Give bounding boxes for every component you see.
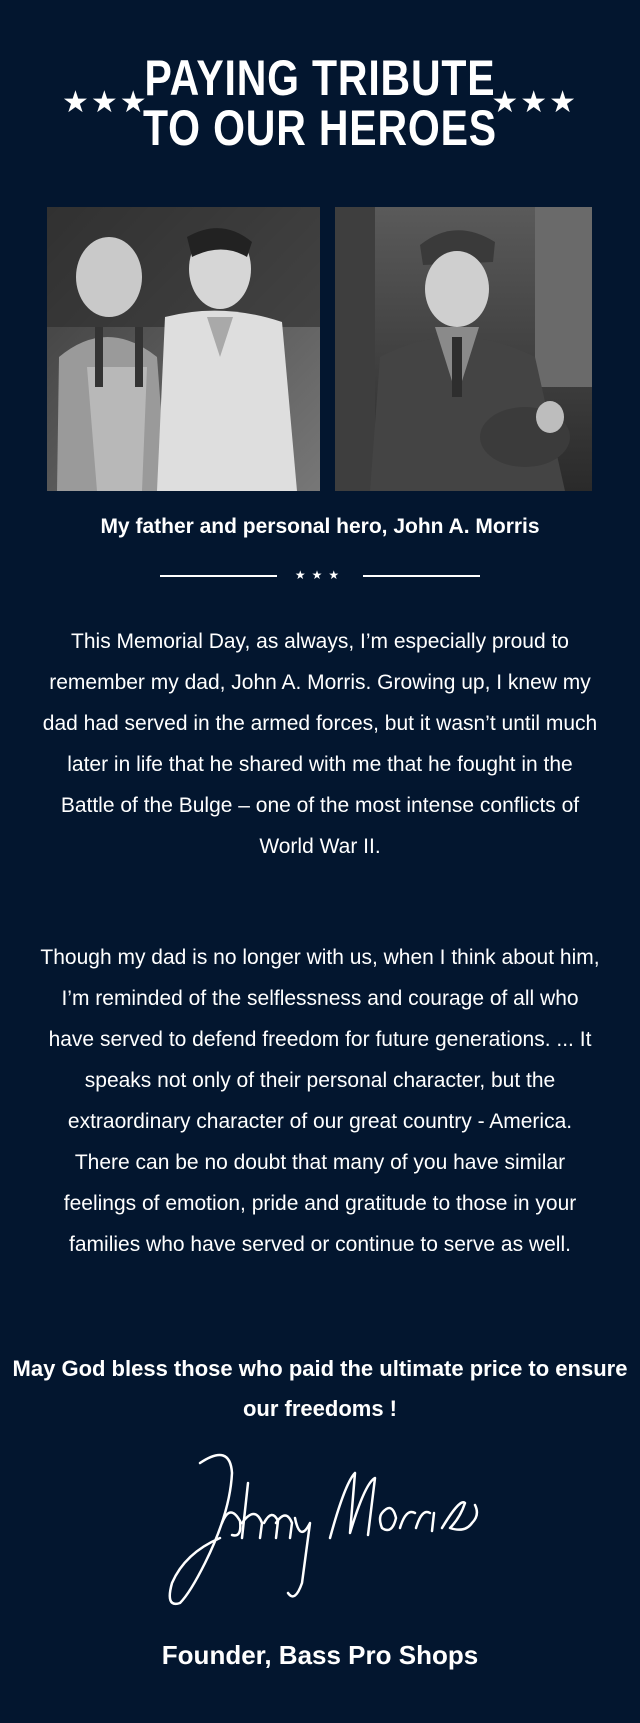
tribute-paragraph-2: Though my dad is no longer with us, when I think about him, I’m reminded of the selflessness and courage of all who have served to defend freedom for future generations. ... It speaks not only of their personal character, but the extraordinary character of our great country - America. There can be no doubt that many of you have similar feelings of emotion, pride and gratitude to those in your families who have served or continue to serve as well. (40, 946, 600, 1256)
page-title-line-1: PAYING TRIBUTE (144, 50, 496, 106)
signature-johnny-morris (160, 1443, 490, 1613)
star-divider (160, 567, 480, 583)
signer-title: Founder, Bass Pro Shops (161, 1640, 479, 1670)
photo-caption: My father and personal hero, John A. Morris (100, 515, 540, 538)
closing-blessing: May God bless those who paid the ultimate price to ensure our freedoms ! (12, 1356, 628, 1421)
soldier-portrait-photo (335, 207, 592, 491)
page-header (0, 50, 640, 160)
divider-stars-icon: ★★★ (294, 568, 346, 582)
stars-right-icon: ★★★ (491, 86, 578, 119)
father-and-son-photo-icon (47, 207, 320, 491)
divider-line-right (363, 575, 480, 577)
father-and-son-photo (47, 207, 320, 491)
stars-left-icon: ★★★ (62, 86, 149, 119)
tribute-paragraph-1: This Memorial Day, as always, I’m especially proud to remember my dad, John A. Morris. Growing up, I knew my dad had served in the armed forces, but it wasn’t until much later in life that he shared with me that he fought in the Battle of the Bulge – one of the most intense conflicts of World War II. (42, 630, 598, 858)
soldier-portrait-photo-icon (335, 207, 592, 491)
page-title-line-2: TO OUR HEROES (143, 100, 497, 156)
